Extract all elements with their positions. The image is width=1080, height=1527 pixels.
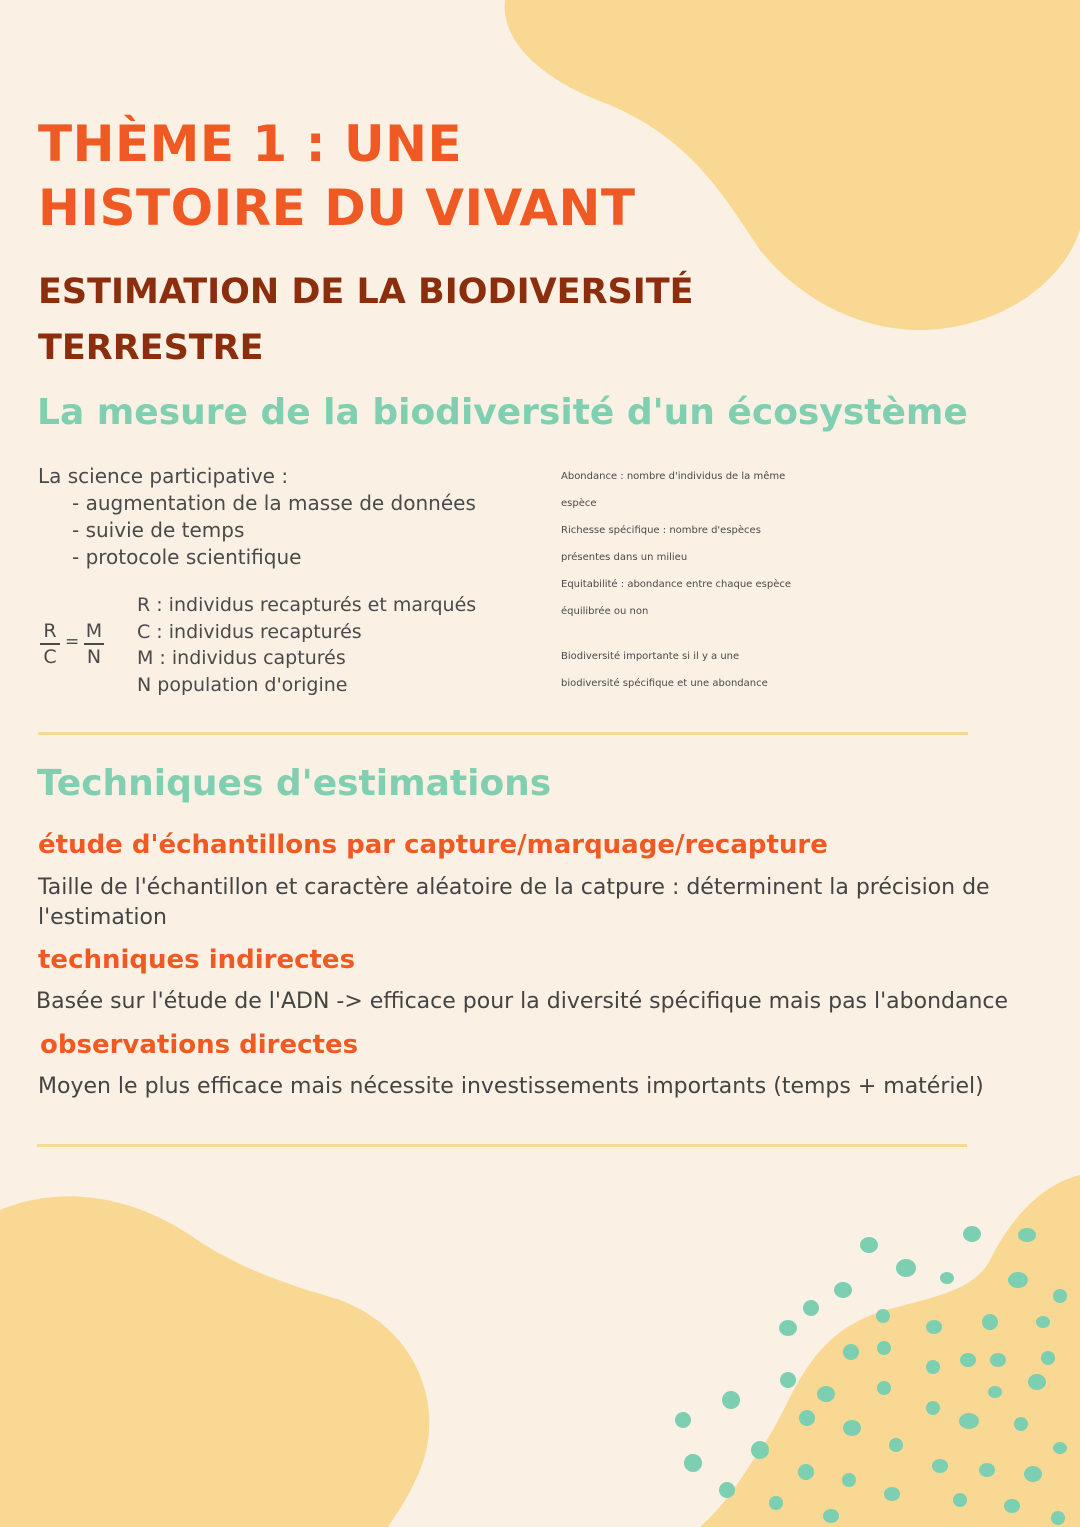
page-title [38, 112, 738, 240]
formula-legend-item: M : individus capturés [137, 647, 346, 669]
fraction-m-over-n [84, 620, 104, 668]
fraction-denominator: C [43, 645, 57, 668]
fraction-bar [40, 643, 60, 645]
science-list-item: - protocole scientifique [72, 545, 302, 569]
page-subtitle [38, 264, 798, 376]
section-heading-biodiversity-measure: La mesure de la biodiversité d'un écosystème [37, 392, 968, 433]
technique-description: Moyen le plus efficace mais nécessite investissements importants (temps + matériel) [38, 1074, 984, 1099]
conclusion-line: biodiversité spécifique et une abondance [561, 678, 768, 689]
definition-line: espèce [561, 498, 597, 509]
fraction-numerator: M [85, 620, 103, 642]
definition-line: Richesse spécifique : nombre d'espèces [561, 525, 761, 536]
technique-title: techniques indirectes [38, 945, 356, 975]
fraction-denominator: N [86, 645, 102, 668]
definition-line: équilibrée ou non [561, 606, 649, 617]
science-list-item: - augmentation de la masse de données [72, 491, 476, 515]
technique-description: Taille de l'échantillon et caractère aléatoire de la catpure : déterminent la précision de l'estimation [38, 875, 990, 930]
page-subtitle-line-1: ESTIMATION DE LA BIODIVERSITÉ [38, 272, 694, 312]
fraction-r-over-c [40, 620, 60, 668]
section-heading-techniques: Techniques d'estimations [37, 763, 552, 804]
technique-description: Basée sur l'étude de l'ADN -> efficace pour la diversité spécifique mais pas l'abondance [36, 989, 1009, 1014]
definition-line: présentes dans un milieu [561, 552, 688, 563]
definition-line: Equitabilité : abondance entre chaque espèce [561, 579, 792, 590]
science-participative-block [38, 463, 476, 571]
conclusion-line: Biodiversité importante si il y a une [561, 651, 740, 662]
fraction-bar [84, 643, 104, 645]
page-subtitle-line-2: TERRESTRE [38, 328, 264, 368]
page-title-line-1: THÈME 1 : UNE [38, 115, 463, 173]
definition-line: Abondance : nombre d'individus de la même [561, 471, 786, 482]
science-list-item: - suivie de temps [72, 518, 245, 542]
technique-title: observations directes [40, 1030, 359, 1060]
section-divider [37, 1144, 967, 1147]
formula-legend-item: C : individus recapturés [137, 620, 362, 643]
science-intro: La science participative : [38, 464, 289, 488]
formula-legend-item: N population d'origine [137, 673, 348, 696]
formula-legend [137, 592, 476, 698]
definitions-block [561, 463, 1071, 697]
capture-recapture-formula [40, 620, 110, 670]
page-title-line-2: HISTOIRE DU VIVANT [38, 179, 636, 237]
section-divider [38, 732, 968, 735]
fraction-numerator: R [43, 620, 57, 642]
technique-title: étude d'échantillons par capture/marquage/recapture [38, 830, 828, 860]
formula-legend-item: R : individus recapturés et marqués [137, 594, 477, 616]
equals-sign: = [65, 632, 80, 652]
